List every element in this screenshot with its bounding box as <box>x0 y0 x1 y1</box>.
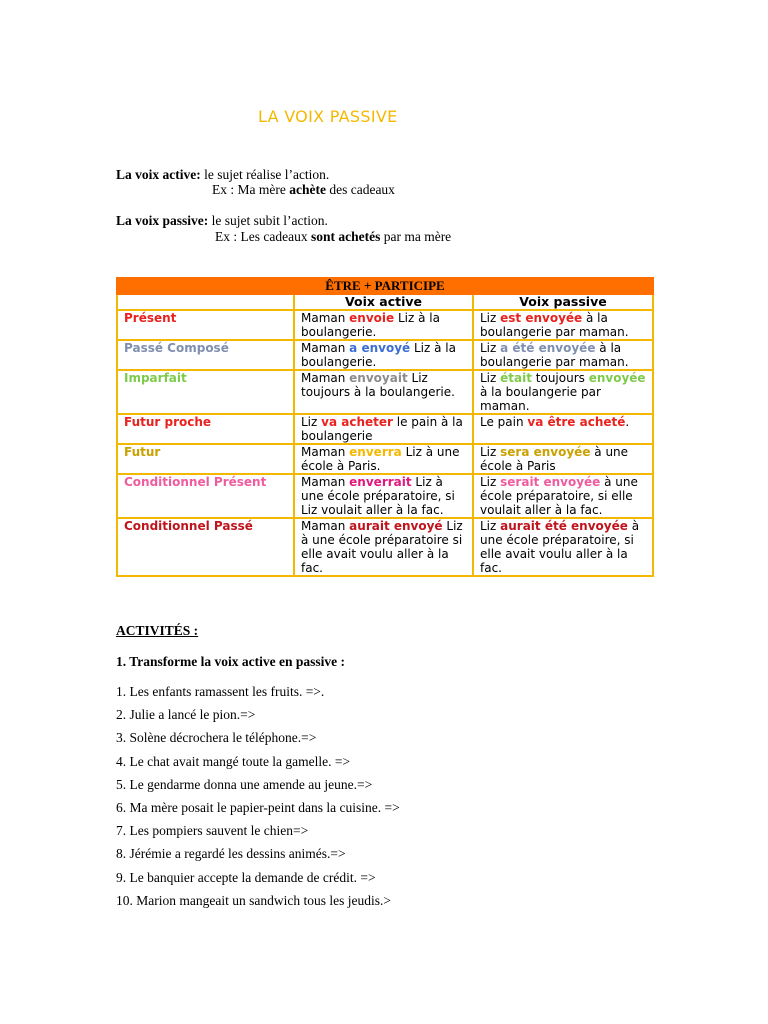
cell-text: à la boulangerie par maman. <box>480 341 629 369</box>
active-voice-definition <box>116 167 329 183</box>
page-title: LA VOIX PASSIVE <box>258 107 398 126</box>
cell-text: à une école préparatoire, si elle voulait aller à la fac. <box>480 475 638 517</box>
table-row <box>117 444 653 474</box>
conjugation-table <box>116 277 654 577</box>
tense-name: Futur proche <box>117 414 294 444</box>
cell-text: Liz à la boulangerie. <box>301 341 456 369</box>
tense-name: Conditionnel Présent <box>117 474 294 518</box>
table-column-headers <box>117 294 653 310</box>
exercise-list <box>116 684 400 916</box>
active-voice-cell <box>294 474 473 518</box>
passive-voice-cell <box>473 518 653 576</box>
exercise-item: 7. Les pompiers sauvent le chien=> <box>116 823 309 839</box>
table-row <box>117 310 653 340</box>
tense-name: Futur <box>117 444 294 474</box>
conjugation-table-wrapper <box>116 277 652 577</box>
cell-text: Liz <box>480 341 501 355</box>
verb-form: sera envoyée <box>500 445 591 459</box>
cell-text: à la boulangerie par maman. <box>480 311 629 339</box>
passive-voice-cell <box>473 414 653 444</box>
cell-text: Liz <box>480 445 501 459</box>
cell-text: Liz <box>480 311 501 325</box>
cell-text: Maman <box>301 445 350 459</box>
example-suffix: par ma mère <box>380 229 452 244</box>
verb-form: va acheter <box>321 415 393 429</box>
cell-text: Maman <box>301 341 350 355</box>
exercise-item: 9. Le banquier accepte la demande de crédit. => <box>116 869 376 885</box>
cell-text: Liz <box>480 475 501 489</box>
exercise-item: 3. Solène décrochera le téléphone.=> <box>116 730 317 746</box>
active-voice-cell <box>294 370 473 414</box>
activities-title: ACTIVITÉS : <box>116 623 199 638</box>
passive-voice-cell <box>473 474 653 518</box>
example-suffix: des cadeaux <box>325 182 395 197</box>
verb-form: va être acheté <box>527 415 626 429</box>
tense-name: Présent <box>117 310 294 340</box>
exercise-item: 10. Marion mangeait un sandwich tous les jeudis.> <box>116 892 391 908</box>
table-row <box>117 370 653 414</box>
verb-form: envoyée <box>588 371 646 385</box>
table-row <box>117 414 653 444</box>
activities-instruction: 1. Transforme la voix active en passive : <box>116 654 345 669</box>
cell-text: Liz à une école à Paris. <box>301 445 460 473</box>
verb-form: a envoyé <box>349 341 411 355</box>
tense-name: Conditionnel Passé <box>117 518 294 576</box>
verb-form: enverrait <box>349 475 412 489</box>
exercise-item: 1. Les enfants ramassent les fruits. =>. <box>116 684 325 699</box>
table-row <box>117 474 653 518</box>
active-voice-cell <box>294 340 473 370</box>
column-header-passive: Voix passive <box>473 294 653 310</box>
active-voice-example <box>212 182 395 198</box>
cell-text: Liz <box>480 519 501 533</box>
active-voice-cell <box>294 310 473 340</box>
cell-text: à la boulangerie par maman. <box>480 385 601 413</box>
passive-voice-cell <box>473 370 653 414</box>
table-heading: ÊTRE + PARTICIPE <box>117 278 653 294</box>
active-voice-label: La voix active: <box>116 167 201 182</box>
cell-text: Maman <box>301 475 350 489</box>
cell-text: toujours <box>531 371 589 385</box>
cell-text: Liz <box>301 415 322 429</box>
passive-voice-cell <box>473 340 653 370</box>
verb-form: est envoyée <box>500 311 583 325</box>
example-prefix: Ex : Ma mère <box>212 182 290 197</box>
cell-text: Liz à la boulangerie. <box>301 311 440 339</box>
passive-voice-definition <box>116 213 328 229</box>
verb-form: a été envoyée <box>500 341 596 355</box>
verb-form: aurait été envoyée <box>500 519 628 533</box>
column-header-active: Voix active <box>294 294 473 310</box>
cell-text: Liz <box>480 371 501 385</box>
table-heading-row <box>117 278 653 294</box>
active-voice-cell <box>294 444 473 474</box>
active-voice-cell <box>294 414 473 444</box>
cell-text: Maman <box>301 311 350 325</box>
example-prefix: Ex : Les cadeaux <box>215 229 311 244</box>
cell-text: à une école à Paris <box>480 445 629 473</box>
cell-text: Liz à une école préparatoire si elle avait voulu aller à la fac. <box>301 519 463 575</box>
cell-text: Liz à une école préparatoire, si Liz voulait aller à la fac. <box>301 475 455 517</box>
table-row <box>117 518 653 576</box>
cell-text: . <box>625 415 630 429</box>
passive-voice-example <box>215 229 451 245</box>
exercise-item: 6. Ma mère posait le papier-peint dans la cuisine. => <box>116 799 400 815</box>
exercise-item: 8. Jérémie a regardé les dessins animés.=> <box>116 846 346 862</box>
cell-text: Liz toujours à la boulangerie. <box>301 371 455 399</box>
exercise-item: 4. Le chat avait mangé toute la gamelle. => <box>116 753 351 769</box>
verb-form: enverra <box>349 445 402 459</box>
verb-form: envoyait <box>349 371 408 385</box>
verb-form: serait envoyée <box>500 475 601 489</box>
cell-text: le pain à la boulangerie <box>301 415 463 443</box>
exercise-item: 2. Julie a lancé le pion.=> <box>116 707 256 723</box>
verb-form: était <box>500 371 532 385</box>
cell-text: Maman <box>301 519 350 533</box>
column-header-tense <box>117 294 294 310</box>
exercise-item: 5. Le gendarme donna une amende au jeune.=> <box>116 776 373 792</box>
passive-voice-cell <box>473 444 653 474</box>
example-verb: achète <box>289 182 326 197</box>
passive-voice-text: le sujet subit l’action. <box>208 213 328 228</box>
cell-text: Le pain <box>480 415 528 429</box>
active-voice-text: le sujet réalise l’action. <box>200 167 330 182</box>
table-row <box>117 340 653 370</box>
cell-text: Maman <box>301 371 350 385</box>
passive-voice-cell <box>473 310 653 340</box>
example-verb: sont achetés <box>310 229 381 244</box>
verb-form: aurait envoyé <box>349 519 443 533</box>
active-voice-cell <box>294 518 473 576</box>
cell-text: à une école préparatoire, si elle avait voulu aller à la fac. <box>480 519 640 575</box>
verb-form: envoie <box>349 311 395 325</box>
tense-name: Imparfait <box>117 370 294 414</box>
passive-voice-label: La voix passive: <box>116 213 209 228</box>
tense-name: Passé Composé <box>117 340 294 370</box>
